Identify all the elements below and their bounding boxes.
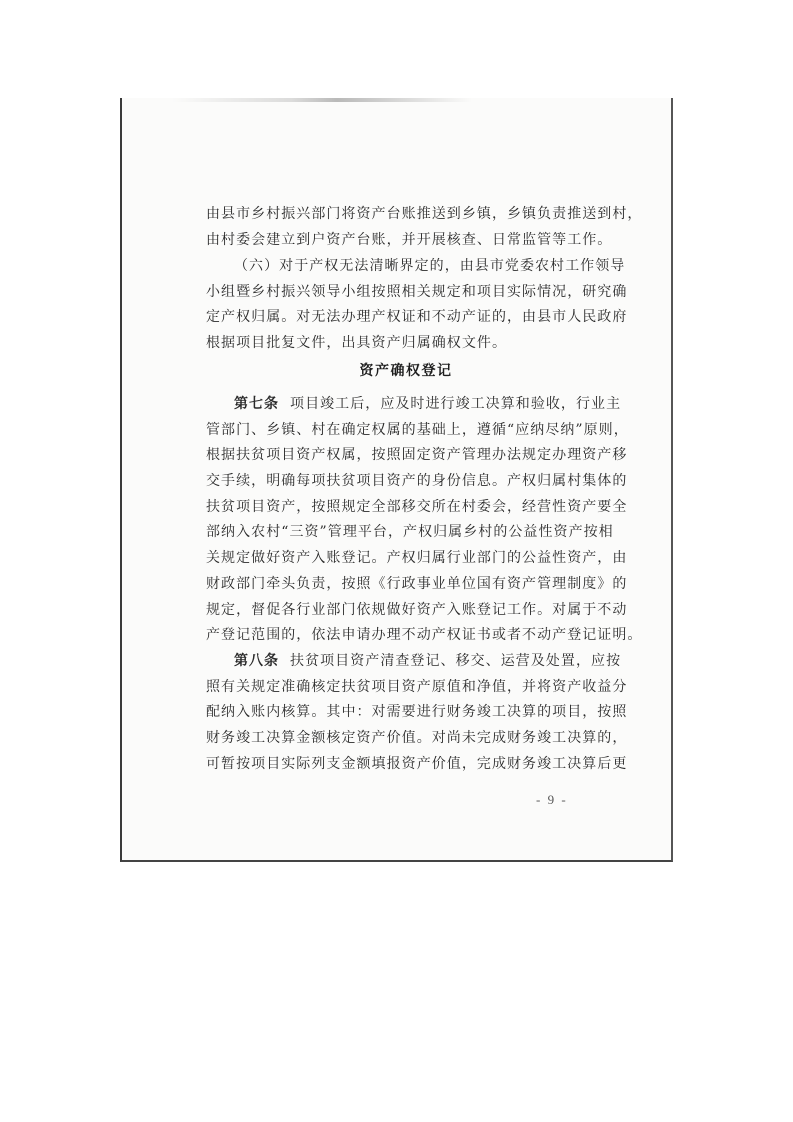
text-line: 小组暨乡村振兴领导小组按照相关规定和项目实际情况，研究确: [206, 283, 628, 300]
text-line: 由村委会建立到户资产台账，并开展核查、日常监管等工作。: [206, 231, 613, 248]
text-line: 由县市乡村振兴部门将资产台账推送到乡镇，乡镇负责推送到村，: [206, 206, 643, 222]
page-number: - 9 -: [536, 792, 568, 807]
text-line: 可暂按项目实际列支金额填报资产价值，完成财务竣工决算后更: [206, 755, 628, 772]
text-line: 交手续，明确每项扶贫项目资产的身份信息。产权归属村集体的: [206, 473, 628, 490]
text-line: 部纳入农村“三资”管理平台，产权归属乡村的公益性资产按相: [206, 524, 614, 541]
text-line: 规定，督促各行业部门依规做好资产入账登记工作。对属于不动: [206, 601, 628, 618]
text-line: 根据扶贫项目资产权属，按照固定资产管理办法规定办理资产移: [206, 447, 628, 464]
text-span: 项目竣工后，应及时进行竣工决算和验收，行业主: [290, 396, 622, 412]
text-line: [206, 649, 622, 675]
article-7: [206, 392, 643, 649]
text-span: 扶贫项目资产清查登记、移交、运营及处置，应按: [290, 653, 622, 669]
text-line: （六）对于产权无法清晰界定的，由县市党委农村工作领导: [234, 258, 626, 274]
paragraph-1: [206, 202, 643, 253]
text-line: 产登记范围的，依法申请办理不动产权证书或者不动产登记证明。: [206, 627, 643, 644]
scanned-page: [120, 98, 673, 862]
article-label: 第七条: [234, 396, 279, 412]
text-line: 关规定做好资产入账登记。产权归属行业部门的公益性资产，由: [206, 550, 628, 567]
article-label: 第八条: [234, 653, 279, 669]
text-line: 根据项目批复文件，出具资产归属确权文件。: [206, 335, 507, 352]
text-line: 财务竣工决算金额核定资产价值。对尚未完成财务竣工决算的，: [206, 730, 628, 747]
text-line: [206, 392, 622, 418]
paragraph-2: [206, 254, 628, 357]
text-line: 管部门、乡镇、村在确定权属的基础上，遵循“应纳尽纳”原则，: [206, 421, 629, 438]
text-line: 财政部门牵头负责，按照《行政事业单位国有资产管理制度》的: [206, 575, 628, 592]
text-line: 扶贫项目资产，按照规定全部移交所在村委会，经营性资产要全: [206, 498, 628, 515]
article-8: [206, 649, 628, 777]
text-line: 照有关规定准确核定扶贫项目资产原值和净值，并将资产收益分: [206, 678, 628, 695]
text-line: 配纳入账内核算。其中：对需要进行财务竣工决算的项目，按照: [206, 704, 628, 721]
scan-edge-shadow: [172, 98, 472, 102]
text-line: 定产权归属。对无法办理产权证和不动产证的，由县市人民政府: [206, 309, 628, 326]
section-heading: 资产确权登记: [359, 363, 453, 379]
